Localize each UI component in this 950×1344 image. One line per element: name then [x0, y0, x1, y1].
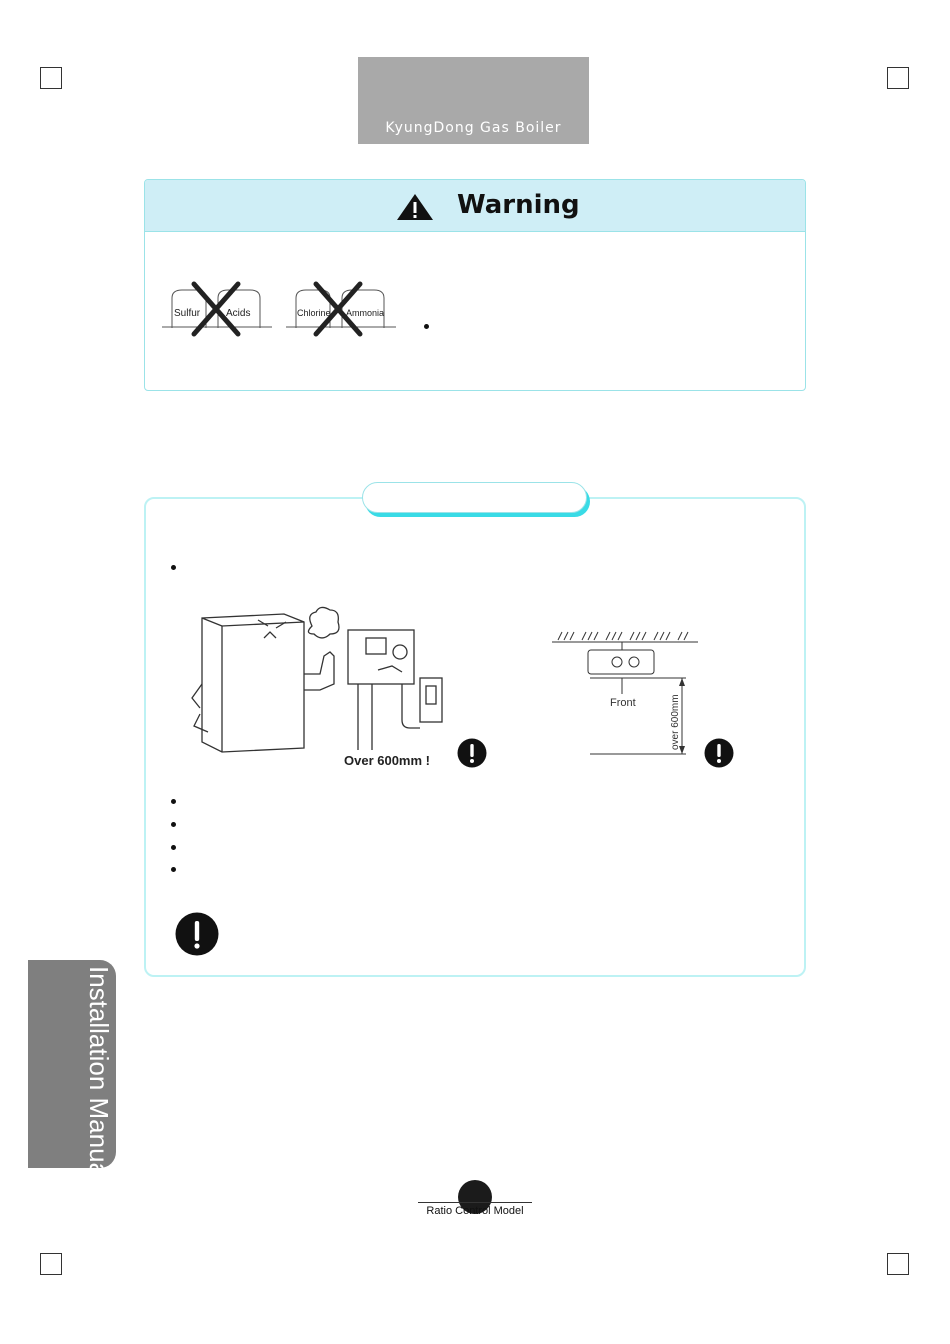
warning-triangle-icon [395, 193, 435, 221]
section-title-tab [362, 482, 587, 513]
clearance-label: over 600mm [670, 694, 681, 750]
bullet [171, 867, 176, 872]
side-tab-label: Installation Manual [84, 966, 114, 1183]
caution-icon [457, 738, 487, 768]
prohibited-chemicals-illustration [160, 276, 405, 340]
footer-model: Ratio Control Model [426, 1205, 524, 1217]
crop-mark-top-left [40, 67, 62, 89]
boiler-cartoon-illustration [188, 604, 448, 754]
bullet [171, 822, 176, 827]
brand-title: KyungDong Gas Boiler [385, 120, 562, 136]
brand-banner [358, 57, 589, 144]
bullet [171, 799, 176, 804]
caution-icon [704, 738, 734, 768]
ceiling-clearance-diagram [550, 628, 700, 758]
side-section-tab [28, 960, 116, 1183]
container-label-chlorine: Chlorine [297, 308, 331, 318]
warning-header [145, 180, 805, 232]
crop-mark-bottom-right [887, 1253, 909, 1275]
bullet [171, 565, 176, 570]
distance-caption: Over 600mm ! [344, 753, 430, 768]
front-label: Front [610, 697, 636, 709]
footer-divider [418, 1202, 532, 1203]
container-label-sulfur: Sulfur [174, 308, 201, 319]
warning-title: Warning [457, 190, 580, 220]
container-label-acids: Acids [226, 308, 251, 319]
crop-mark-top-right [887, 67, 909, 89]
large-caution-icon [175, 912, 219, 956]
bullet [424, 324, 429, 329]
bullet [171, 845, 176, 850]
crop-mark-bottom-left [40, 1253, 62, 1275]
container-label-ammonia: Ammonia [346, 308, 385, 318]
